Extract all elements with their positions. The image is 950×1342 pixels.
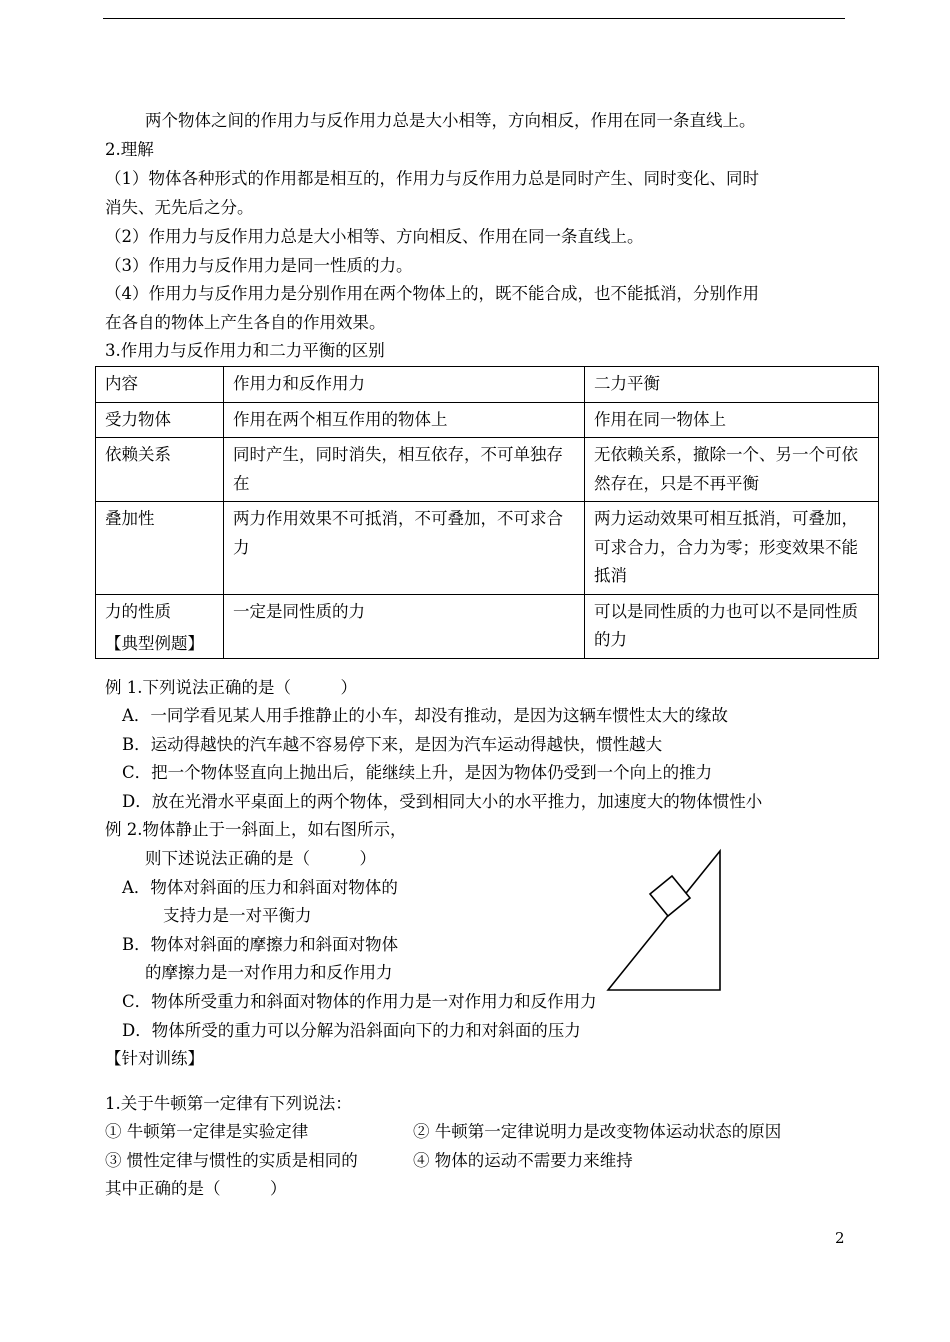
example-1-question: 例 1.下列说法正确的是（ ） <box>105 678 357 697</box>
point-4-line-1: （4）作用力与反作用力是分别作用在两个物体上的，既不能合成，也不能抵消，分别作用 <box>105 284 759 303</box>
comparison-table <box>95 366 879 659</box>
training-question-1: 1.关于牛顿第一定律有下列说法： <box>105 1094 352 1113</box>
table-header-cell: 二力平衡 <box>585 367 879 403</box>
block-on-incline <box>650 876 690 916</box>
header-rule <box>103 18 845 19</box>
example-1-option-b: B．运动得越快的汽车越不容易停下来，是因为汽车运动得越快，惯性越大 <box>122 735 663 754</box>
table-header-cell: 作用力和反作用力 <box>224 367 585 403</box>
table-row <box>96 594 879 658</box>
example-2-question-cont: 则下述说法正确的是（ ） <box>145 849 376 868</box>
example-2-option-b: B．物体对斜面的摩擦力和斜面对物体 <box>122 935 399 954</box>
table-row <box>96 502 879 595</box>
example-2-option-a: A．物体对斜面的压力和斜面对物体的 <box>122 878 398 897</box>
table-cell: 力的性质 <box>96 594 224 658</box>
section-3-title: 3.作用力与反作用力和二力平衡的区别 <box>105 341 385 360</box>
table-header-cell: 内容 <box>96 367 224 403</box>
training-heading: 【针对训练】 <box>105 1049 204 1068</box>
page-number: 2 <box>835 1229 845 1247</box>
table-row <box>96 402 879 438</box>
table-cell: 依赖关系 <box>96 438 224 502</box>
incline-triangle <box>608 851 720 990</box>
table-cell: 作用在两个相互作用的物体上 <box>224 402 585 438</box>
examples-heading: 【典型例题】 <box>105 634 204 653</box>
example-2-question: 例 2.物体静止于一斜面上，如右图所示， <box>105 820 407 839</box>
incline-block-figure <box>600 848 730 998</box>
table-header-row <box>96 367 879 403</box>
example-1-option-d: D．放在光滑水平桌面上的两个物体，受到相同大小的水平推力，加速度大的物体惯性小 <box>122 792 763 811</box>
statement-4: ④ 物体的运动不需要力来维持 <box>413 1151 633 1170</box>
table-cell: 一定是同性质的力 <box>224 594 585 658</box>
example-2-option-a-cont: 支持力是一对平衡力 <box>163 906 312 925</box>
example-2-option-b-cont: 的摩擦力是一对作用力和反作用力 <box>145 963 393 982</box>
example-1-option-a: A．一同学看见某人用手推静止的小车，却没有推动，是因为这辆车惯性太大的缘故 <box>122 706 728 725</box>
statement-3: ③ 惯性定律与惯性的实质是相同的 <box>105 1151 358 1170</box>
statement-1: ① 牛顿第一定律是实验定律 <box>105 1122 309 1141</box>
table-cell: 同时产生，同时消失，相互依存，不可单独存在 <box>224 438 585 502</box>
point-3: （3）作用力与反作用力是同一性质的力。 <box>105 256 413 275</box>
table-cell: 无依赖关系，撤除一个、另一个可依然存在，只是不再平衡 <box>585 438 879 502</box>
table-cell: 叠加性 <box>96 502 224 595</box>
point-4-line-2: 在各自的物体上产生各自的作用效果。 <box>105 313 386 332</box>
table-cell: 受力物体 <box>96 402 224 438</box>
example-2-option-d: D．物体所受的重力可以分解为沿斜面向下的力和对斜面的压力 <box>122 1021 581 1040</box>
example-2-option-c: C．物体所受重力和斜面对物体的作用力是一对作用力和反作用力 <box>122 992 597 1011</box>
section-2-title: 2.理解 <box>105 140 154 159</box>
table-cell: 两力运动效果可相互抵消，可叠加，可求合力，合力为零；形变效果不能抵消 <box>585 502 879 595</box>
table-cell: 两力作用效果不可抵消，不可叠加，不可求合力 <box>224 502 585 595</box>
table-cell: 作用在同一物体上 <box>585 402 879 438</box>
point-1-line-2: 消失、无先后之分。 <box>105 198 254 217</box>
point-2: （2）作用力与反作用力总是大小相等、方向相反、作用在同一条直线上。 <box>105 227 644 246</box>
law-statement: 两个物体之间的作用力与反作用力总是大小相等，方向相反，作用在同一条直线上。 <box>145 111 756 130</box>
statement-2: ② 牛顿第一定律说明力是改变物体运动状态的原因 <box>413 1122 782 1141</box>
point-1-line-1: （1）物体各种形式的作用都是相互的，作用力与反作用力总是同时产生、同时变化、同时 <box>105 169 759 188</box>
table-row <box>96 438 879 502</box>
answer-prompt: 其中正确的是（ ） <box>105 1179 287 1198</box>
example-1-option-c: C．把一个物体竖直向上抛出后，能继续上升，是因为物体仍受到一个向上的推力 <box>122 763 713 782</box>
table-cell: 可以是同性质的力也可以不是同性质的力 <box>585 594 879 658</box>
